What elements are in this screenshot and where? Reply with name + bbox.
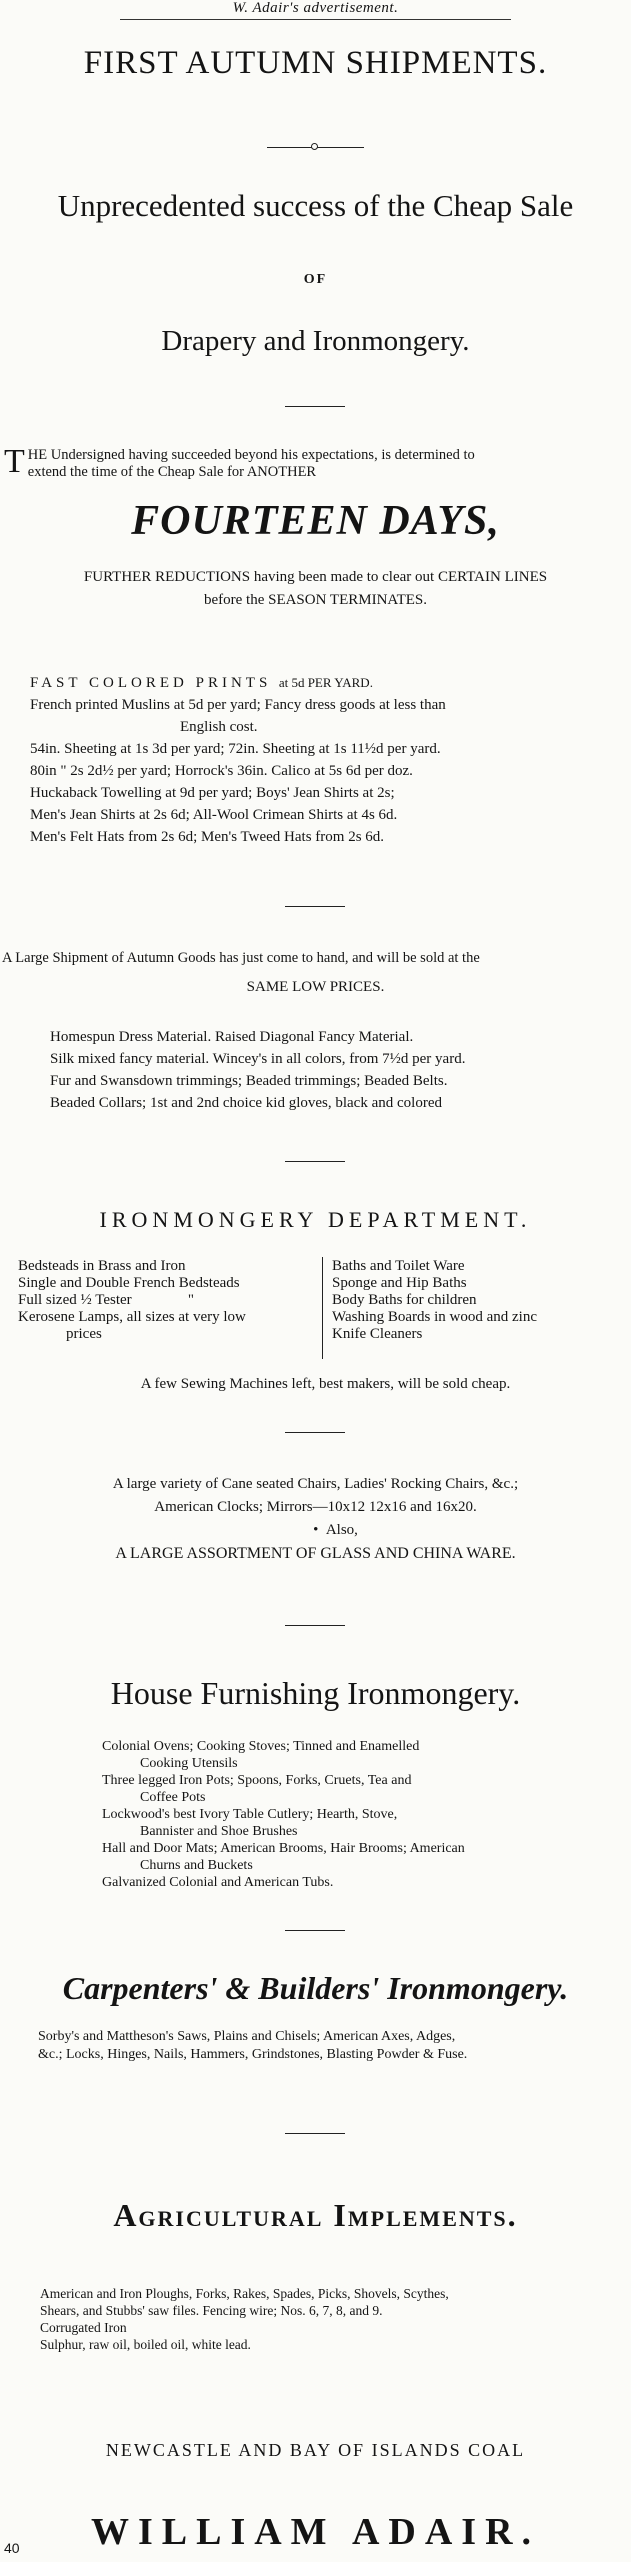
prints-line: Huckaback Towelling at 9d per yard; Boys' Jean Shirts at 2s; [30, 785, 395, 801]
section-rule [285, 1930, 345, 1931]
house-item: Colonial Ovens; Cooking Stoves; Tinned and Enamelled [102, 1739, 420, 1754]
carpenters-line-1: Sorby's and Mattheson's Saws, Plains and Chisels; American Axes, Adges, [38, 2029, 456, 2044]
autumn-item: Fur and Swansdown trimmings; Beaded trimmings; Beaded Belts. [50, 1073, 448, 1089]
carpenters-line-2: &c.; Locks, Hinges, Nails, Hammers, Grindstones, Blasting Powder & Fuse. [38, 2047, 468, 2062]
section-rule [285, 1625, 345, 1626]
autumn-goods-list [50, 1026, 621, 1114]
agricultural-heading: Agricultural Implements. [113, 2197, 518, 2233]
house-item: Churns and Buckets [140, 1858, 253, 1873]
chairs-line-3: • Also, [313, 1522, 358, 1538]
prints-line: Men's Felt Hats from 2s 6d; Men's Tweed Hats from 2s 6d. [30, 829, 385, 845]
prints-line: 80in " 2s 2d½ per yard; Horrock's 36in. Calico at 5s 6d per doz. [30, 763, 413, 779]
section-rule [285, 2133, 345, 2134]
autumn-line-1: A Large Shipment of Autumn Goods has just come to hand, and will be sold at the [2, 950, 480, 966]
intro-line-2: extend the time of the Cheap Sale for ANOTHER [27, 464, 317, 480]
further-reductions [0, 566, 631, 612]
also-label: Also, [325, 1522, 358, 1538]
iron-left-item: Full sized ½ Tester " [18, 1292, 195, 1308]
drop-cap: T [4, 443, 25, 480]
house-item: Three legged Iron Pots; Spoons, Forks, Cruets, Tea and [102, 1773, 412, 1788]
autumn-item: Homespun Dress Material. Raised Diagonal Fancy Material. [50, 1029, 414, 1045]
prints-line: Men's Jean Shirts at 2s 6d; All-Wool Crimean Shirts at 4s 6d. [30, 807, 398, 823]
agricultural-list [40, 2285, 627, 2353]
prints-line: French printed Muslins at 5d per yard; Fancy dress goods at less than [30, 697, 446, 713]
prints-section [30, 672, 621, 848]
autumn-item: Silk mixed fancy material. Wincey's in all colors, from 7½d per yard. [50, 1051, 466, 1067]
iron-left-item: Single and Double French Bedsteads [18, 1275, 240, 1291]
iron-left-item: Bedsteads in Brass and Iron [18, 1258, 186, 1274]
carpenters-list [38, 2028, 627, 2064]
carpenters-heading: Carpenters' & Builders' Ironmongery. [62, 1970, 569, 2006]
autumn-item: Beaded Collars; 1st and 2nd choice kid gloves, black and colored [50, 1095, 442, 1111]
house-item: Galvanized Colonial and American Tubs. [102, 1875, 334, 1890]
autumn-section [2, 947, 629, 999]
chairs-line-2: American Clocks; Mirrors—10x12 12x16 and 16x20. [154, 1499, 477, 1515]
section-rule [285, 1432, 345, 1433]
iron-left-item: prices [66, 1326, 102, 1342]
agri-item: Shears, and Stubbs' saw files. Fencing wire; Nos. 6, 7, 8, and 9. [40, 2303, 383, 2318]
prints-heading: FAST COLORED PRINTS [30, 675, 272, 691]
glass-china-ware: A LARGE ASSORTMENT OF GLASS AND CHINA WARE. [115, 1545, 516, 1562]
chairs-line-1: A large variety of Cane seated Chairs, Ladies' Rocking Chairs, &c.; [112, 1476, 519, 1492]
section-rule [285, 1161, 345, 1162]
headline-sale: Unprecedented success of the Cheap Sale [57, 188, 574, 223]
iron-right-item: Baths and Toilet Ware [332, 1258, 465, 1274]
house-furnishing-heading: House Furnishing Ironmongery. [110, 1675, 521, 1711]
house-item: Coffee Pots [140, 1790, 206, 1805]
prints-price: at 5d PER YARD. [278, 675, 373, 690]
house-furnishing-list [102, 1738, 621, 1891]
intro-line-1: HE Undersigned having succeeded beyond his expectations, is determined to [27, 447, 475, 463]
ironmongery-right-column [332, 1258, 627, 1343]
iron-left-item: Kerosene Lamps, all sizes at very low [18, 1309, 246, 1325]
iron-right-item: Washing Boards in wood and zinc [332, 1309, 538, 1325]
chairs-section [0, 1473, 631, 1565]
iron-right-item: Body Baths for children [332, 1292, 477, 1308]
agri-item: American and Iron Ploughs, Forks, Rakes, Spades, Picks, Shovels, Scythes, [40, 2286, 449, 2301]
intro-paragraph [4, 443, 629, 481]
sewing-machines: A few Sewing Machines left, best makers, will be sold cheap. [140, 1376, 511, 1392]
ornament-divider [0, 143, 631, 151]
page-number: 40 [4, 2540, 20, 2556]
headline-drapery: Drapery and Ironmongery. [161, 325, 470, 357]
agri-item: Corrugated Iron [40, 2320, 127, 2335]
section-rule [285, 406, 345, 407]
coal-notice: NEWCASTLE AND BAY OF ISLANDS COAL [105, 2440, 526, 2460]
same-low-prices: SAME LOW PRICES. [246, 979, 385, 995]
ironmongery-heading: IRONMONGERY DEPARTMENT. [99, 1207, 532, 1232]
header-rule [120, 19, 511, 20]
prints-line: English cost. [180, 719, 258, 735]
merchant-signature: WILLIAM ADAIR. [90, 2511, 541, 2553]
iron-right-item: Sponge and Hip Baths [332, 1275, 467, 1291]
agri-item: Sulphur, raw oil, boiled oil, white lead. [40, 2337, 251, 2352]
further-line-2: before the SEASON TERMINATES. [203, 592, 428, 608]
ironmongery-left-column [18, 1258, 318, 1343]
fourteen-days-heading: FOURTEEN DAYS, [131, 498, 500, 544]
house-item: Lockwood's best Ivory Table Cutlery; Hearth, Stove, [102, 1807, 398, 1822]
main-title: FIRST AUTUMN SHIPMENTS. [83, 45, 548, 81]
running-header: W. Adair's advertisement. [232, 0, 399, 16]
prints-line: 54in. Sheeting at 1s 3d per yard; 72in. Sheeting at 1s 11½d per yard. [30, 741, 441, 757]
iron-right-item: Knife Cleaners [332, 1326, 423, 1342]
house-item: Hall and Door Mats; American Brooms, Hair Brooms; American [102, 1841, 465, 1856]
further-line-1: FURTHER REDUCTIONS having been made to clear out CERTAIN LINES [83, 569, 548, 585]
section-rule [285, 906, 345, 907]
column-divider [322, 1257, 323, 1359]
headline-of: OF [303, 272, 328, 287]
house-item: Bannister and Shoe Brushes [140, 1824, 298, 1839]
house-item: Cooking Utensils [140, 1756, 238, 1771]
